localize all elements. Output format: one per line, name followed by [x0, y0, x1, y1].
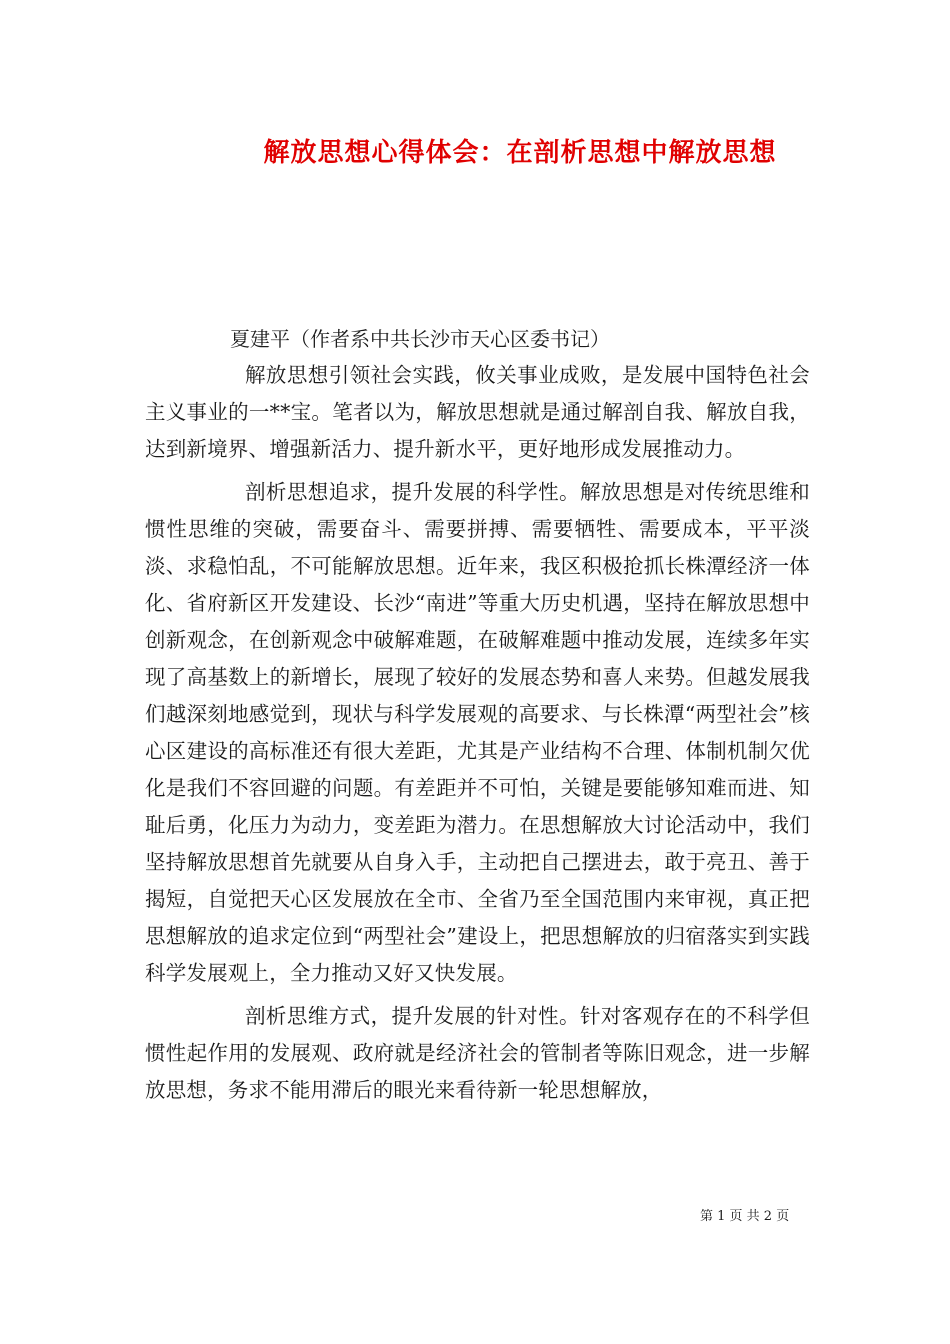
paragraph-2: 剖析思想追求，提升发展的科学性。解放思想是对传统思维和惯性思维的突破，需要奋斗、需要拼搏、需要牺牲、需要成本，平平淡淡、求稳怕乱，不可能解放思想。近年来，我区积极抢抓长株潭经济一体化、省府新区开发建设、长沙“南进”等重大历史机遇，坚持在解放思想中创新观念，在创新观念中破解难题，在破解难题中推动发展，连续多年实现了高基数上的新增长，展现了较好的发展态势和喜人来势。但越发展我们越深刻地感觉到，现状与科学发展观的高要求、与长株潭“两型社会”核心区建设的高标准还有很大差距，尤其是产业结构不合理、体制机制欠优化是我们不容回避的问题。有差距并不可怕，关键是要能够知难而进、知耻后勇，化压力为动力，变差距为潜力。在思想解放大讨论活动中，我们坚持解放思想首先就要从自身入手，主动把自己摆进去，敢于亮丑、善于揭短，自觉把天心区发展放在全市、全省乃至全国范围内来审视，真正把思想解放的追求定位到“两型社会”建设上，把思想解放的归宿落实到实践科学发展观上，全力推动又好又快发展。 — [145, 480, 810, 985]
author-line: 夏建平（作者系中共长沙市天心区委书记） — [230, 327, 610, 351]
paragraph-3: 剖析思维方式，提升发展的针对性。针对客观存在的不科学但惯性起作用的发展观、政府就是经济社会的管制者等陈旧观念，进一步解放思想，务求不能用滞后的眼光来看待新一轮思想解放， — [145, 1004, 810, 1102]
document-title: 解放思想心得体会：在剖析思想中解放思想 — [263, 138, 777, 168]
document-body — [145, 357, 810, 1115]
page-number-footer: 第 1 页 共 2 页 — [700, 1209, 790, 1224]
paragraph-1: 解放思想引领社会实践，攸关事业成败，是发展中国特色社会主义事业的一**宝。笔者以为，解放思想就是通过解剖自我、解放自我，达到新境界、增强新活力、提升新水平，更好地形成发展推动力。 — [145, 363, 810, 461]
